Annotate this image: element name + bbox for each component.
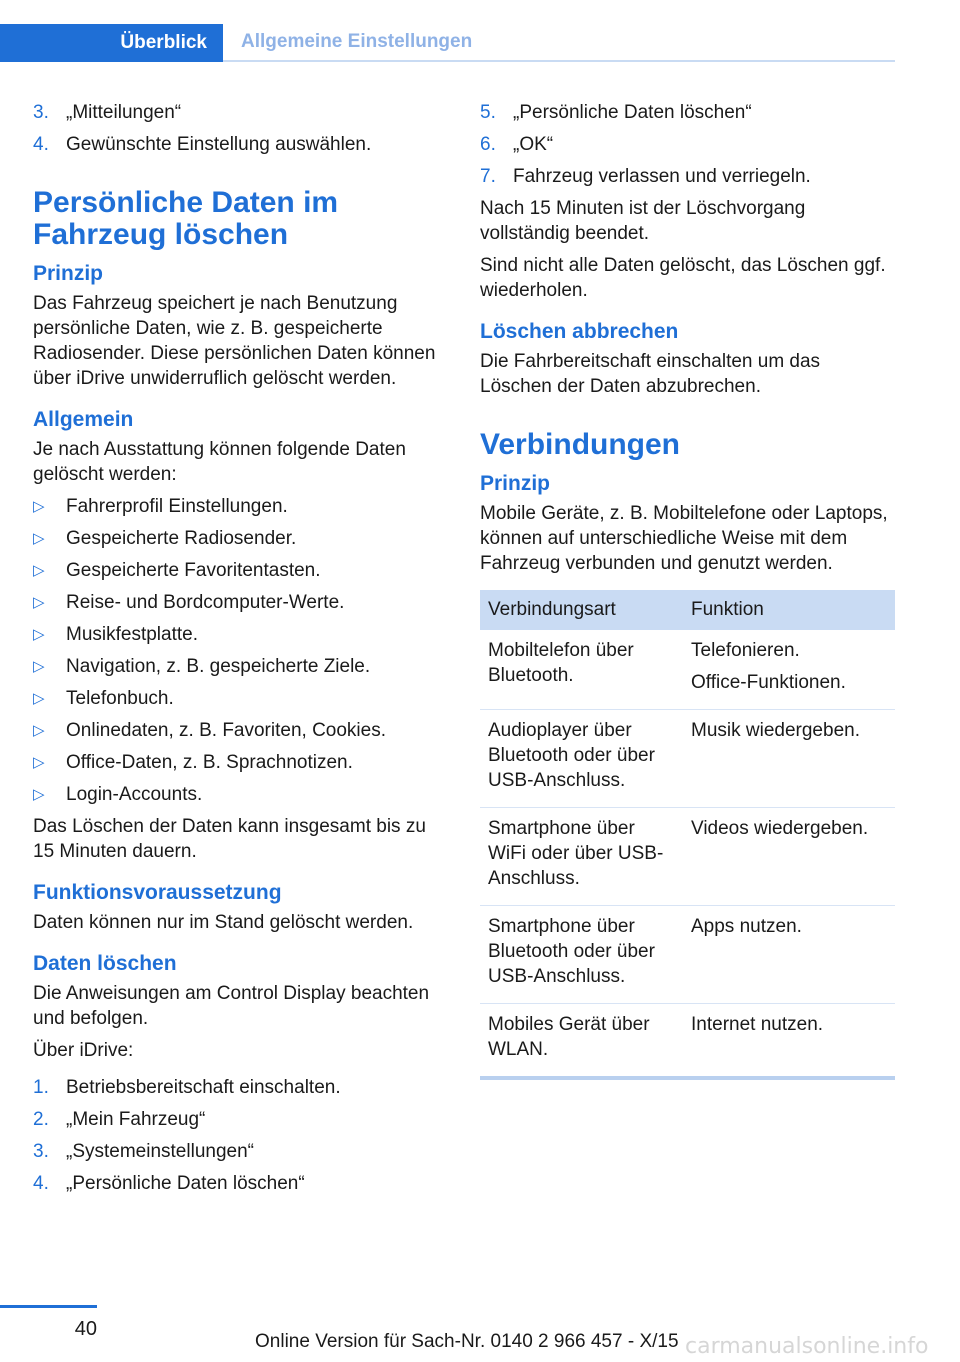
verbindungen-prinzip-text: Mobile Geräte, z. B. Mobiltelefone oder Laptops, können auf unterschiedliche Weise mit dem Fahrzeug verbunden und genutzt werden.	[480, 503, 888, 574]
bullet-text: Musikfestplatte.	[66, 624, 198, 645]
list-item	[33, 526, 443, 551]
table-cell	[683, 808, 895, 906]
page-header	[0, 24, 895, 62]
page-number: 40	[74, 1318, 97, 1340]
table-cell: Mobiles Gerät über WLAN.	[488, 1014, 650, 1060]
list-item	[33, 1075, 443, 1100]
step-text: Fahrzeug verlassen und verriegeln.	[513, 166, 811, 187]
section-title-persoenliche-daten: Persönliche Daten im Fahrzeug löschen	[33, 186, 339, 251]
heading-funktionsvoraussetzung: Funktionsvoraussetzung	[33, 881, 282, 904]
steps-top-list	[33, 100, 443, 157]
steps-list	[33, 1075, 443, 1196]
list-item	[33, 1139, 443, 1164]
triangle-bullet-icon: ▷	[33, 594, 45, 611]
table-cell	[683, 906, 895, 1004]
list-item	[33, 494, 443, 519]
cell-line: Office-Funktionen.	[691, 672, 846, 693]
step-text: Gewünschte Einstellung auswählen.	[66, 134, 372, 155]
bullet-text: Telefonbuch.	[66, 688, 174, 709]
table-cell: Mobiltelefon über Bluetooth.	[480, 630, 683, 710]
bullet-text: Reise- und Bordcomputer-Werte.	[66, 592, 345, 613]
bullet-text: Gespeicherte Radiosender.	[66, 528, 297, 549]
section-title-verbindungen: Verbindungen	[480, 428, 681, 461]
list-item	[33, 590, 443, 615]
table-cell	[683, 710, 895, 808]
bullet-text: Login-Accounts.	[66, 784, 203, 805]
table-row	[480, 1004, 895, 1079]
step-text: Betriebsbereitschaft einschalten.	[66, 1077, 341, 1098]
heading-allgemein: Allgemein	[33, 408, 134, 431]
abbrechen-text: Die Fahrbereitschaft einschalten um das Löschen der Daten abzubrechen.	[480, 351, 821, 397]
column-header-funktion: Funktion	[683, 590, 895, 630]
bullet-text: Onlinedaten, z. B. Favoriten, Cookies.	[66, 720, 386, 741]
after-text-1: Nach 15 Minuten ist der Löschvorgang vollständig beendet.	[480, 198, 806, 244]
table-row	[480, 710, 895, 808]
step-number: 5.	[480, 102, 496, 123]
step-text: „Mitteilungen“	[66, 102, 182, 123]
step-number: 3.	[33, 102, 49, 123]
bullet-text: Fahrerprofil Einstellungen.	[66, 496, 288, 517]
list-item	[480, 132, 895, 157]
triangle-bullet-icon: ▷	[33, 690, 45, 707]
list-item	[33, 132, 443, 157]
heading-prinzip-verbindungen: Prinzip	[480, 472, 551, 495]
funktion-text: Daten können nur im Stand gelöscht werden.	[33, 912, 414, 933]
step-text: „Mein Fahrzeug“	[66, 1109, 206, 1130]
idrive-text: Über iDrive:	[33, 1040, 134, 1061]
allgemein-text: Je nach Ausstattung können folgende Daten gelöscht werden:	[33, 439, 406, 485]
cell-line: Internet nutzen.	[691, 1014, 824, 1035]
cell-line: Telefonieren.	[691, 640, 800, 661]
step-number: 3.	[33, 1141, 49, 1162]
list-item	[33, 750, 443, 775]
connections-table	[480, 590, 895, 1080]
step-text: „Persönliche Daten löschen“	[513, 102, 752, 123]
column-header-verbindungsart: Verbindungsart	[480, 590, 683, 630]
heading-loeschen-abbrechen: Löschen abbrechen	[480, 320, 679, 343]
list-item	[33, 622, 443, 647]
bullet-text: Office-Daten, z. B. Sprachnotizen.	[66, 752, 353, 773]
step-text: „Persönliche Daten löschen“	[66, 1173, 305, 1194]
right-column	[480, 100, 895, 1080]
after-text-2: Sind nicht alle Daten gelöscht, das Löschen ggf. wiederholen.	[480, 255, 886, 301]
cell-line: Apps nutzen.	[691, 916, 802, 937]
triangle-bullet-icon: ▷	[33, 498, 45, 515]
footer-divider	[0, 1305, 97, 1308]
prinzip-text: Das Fahrzeug speichert je nach Benutzung persönliche Daten, wie z. B. gespeicherte Radiosender. Diese persönlichen Daten können über iDrive unwiderruflich gelöscht werden.	[33, 293, 436, 389]
tab-ueberblick[interactable]: Überblick	[0, 24, 223, 62]
triangle-bullet-icon: ▷	[33, 722, 45, 739]
triangle-bullet-icon: ▷	[33, 530, 45, 547]
daten-text: Die Anweisungen am Control Display beachten und befolgen.	[33, 983, 430, 1029]
table-row	[480, 906, 895, 1004]
bullet-text: Gespeicherte Favoritentasten.	[66, 560, 321, 581]
table-header-row	[480, 590, 895, 630]
online-version-text: Online Version für Sach-Nr. 0140 2 966 457 - X/15	[255, 1331, 679, 1352]
duration-text: Das Löschen der Daten kann insgesamt bis zu 15 Minuten dauern.	[33, 816, 426, 862]
triangle-bullet-icon: ▷	[33, 754, 45, 771]
table-row	[480, 630, 895, 710]
list-item	[33, 782, 443, 807]
list-item	[33, 1107, 443, 1132]
list-item	[480, 164, 895, 189]
tab-allgemeine-einstellungen[interactable]: Allgemeine Einstellungen	[241, 31, 473, 52]
list-item	[33, 686, 443, 711]
heading-prinzip: Prinzip	[33, 262, 104, 285]
table-cell: Smartphone über WiFi oder über USB-Anschluss.	[480, 808, 683, 906]
step-number: 7.	[480, 166, 496, 187]
step-number: 1.	[33, 1077, 49, 1098]
step-number: 2.	[33, 1109, 49, 1130]
table-cell: Audioplayer über Bluetooth oder über USB-Anschluss.	[480, 710, 683, 808]
list-item	[33, 1171, 443, 1196]
list-item	[33, 100, 443, 125]
steps-continued-list	[480, 100, 895, 189]
left-column	[33, 100, 443, 1203]
triangle-bullet-icon: ▷	[33, 658, 45, 675]
step-text: „OK“	[513, 134, 554, 155]
list-item	[33, 718, 443, 743]
table-cell: Smartphone über Bluetooth oder über USB-Anschluss.	[480, 906, 683, 1004]
triangle-bullet-icon: ▷	[33, 786, 45, 803]
triangle-bullet-icon: ▷	[33, 562, 45, 579]
list-item	[33, 654, 443, 679]
heading-daten-loeschen: Daten löschen	[33, 952, 177, 975]
step-number: 4.	[33, 134, 49, 155]
list-item	[480, 100, 895, 125]
list-item	[33, 558, 443, 583]
watermark: carmanualsonline.info	[685, 1334, 929, 1359]
data-bullet-list	[33, 494, 443, 807]
bullet-text: Navigation, z. B. gespeicherte Ziele.	[66, 656, 371, 677]
triangle-bullet-icon: ▷	[33, 626, 45, 643]
table-row	[480, 808, 895, 906]
step-number: 6.	[480, 134, 496, 155]
table-cell	[683, 630, 895, 710]
step-text: „Systemeinstellungen“	[66, 1141, 254, 1162]
step-number: 4.	[33, 1173, 49, 1194]
cell-line: Musik wiedergeben.	[691, 720, 860, 741]
cell-line: Videos wiedergeben.	[691, 818, 869, 839]
table-cell	[683, 1004, 895, 1079]
